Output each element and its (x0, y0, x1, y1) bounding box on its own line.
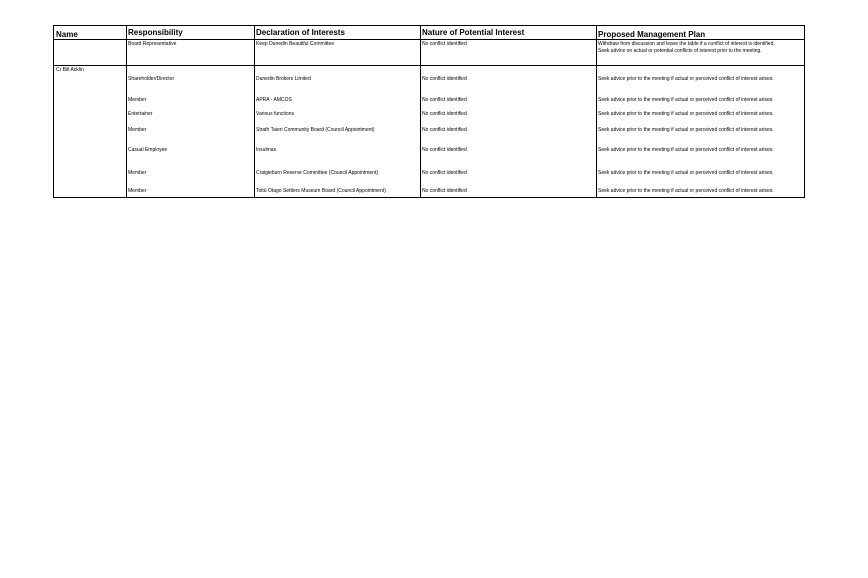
header-declaration: Declaration of Interests (256, 28, 345, 37)
row-plan: Seek advice prior to the meeting if actual or perceived conflict of interest arises. (598, 188, 774, 194)
first-row-nature: No conflict identified (422, 41, 467, 47)
row-declaration: Insulmax (256, 147, 277, 153)
header-plan: Proposed Management Plan (598, 30, 706, 39)
row-plan: Seek advice prior to the meeting if actual or perceived conflict of interest arises. (598, 111, 774, 117)
row-nature: No conflict identified (422, 170, 467, 176)
row-declaration: Various functions (256, 111, 294, 117)
row-responsibility: Member (128, 127, 147, 133)
row-nature: No conflict identified (422, 127, 467, 133)
row-declaration: Toitū Otago Settlers Museum Board (Council Appointment) (256, 188, 386, 194)
row-nature: No conflict identified (422, 188, 467, 194)
first-row-plan-line1: Withdraw from discussion and leave the table if a conflict of interest is identified. (598, 41, 775, 47)
row-declaration: APRA - AMCOS (256, 97, 292, 103)
row-plan: Seek advice prior to the meeting if actual or perceived conflict of interest arises. (598, 76, 774, 82)
row-responsibility: Member (128, 97, 147, 103)
column-divider (254, 26, 255, 197)
header-responsibility: Responsibility (128, 28, 183, 37)
column-divider (596, 26, 597, 197)
header-nature: Nature of Potential Interest (422, 28, 525, 37)
row-nature: No conflict identified (422, 97, 467, 103)
header-name: Name (56, 30, 78, 39)
first-row-responsibility: Board Representative (128, 41, 177, 47)
row-declaration: Craigieburn Reserve Committee (Council Appointment) (256, 170, 378, 176)
row-responsibility: Shareholder/Director (128, 76, 175, 82)
interests-register-table (53, 25, 805, 198)
row-plan: Seek advice prior to the meeting if actual or perceived conflict of interest arises. (598, 127, 774, 133)
row-declaration: Strath Taieri Community Board (Council Appointment) (256, 127, 375, 133)
section-divider (54, 65, 804, 66)
row-declaration: Dunedin Brokers Limited (256, 76, 311, 82)
row-plan: Seek advice prior to the meeting if actual or perceived conflict of interest arises. (598, 147, 774, 153)
first-row-plan-line2: Seek advice on actual or potential conflicts of interest prior to the meeting. (598, 48, 762, 54)
person-name: Cr Bill Acklin (56, 67, 84, 73)
row-responsibility: Entertainer (128, 111, 153, 117)
row-responsibility: Casual Employee (128, 147, 168, 153)
row-nature: No conflict identified (422, 111, 467, 117)
column-divider (420, 26, 421, 197)
column-divider (126, 26, 127, 197)
header-divider (54, 39, 804, 40)
row-responsibility: Member (128, 170, 147, 176)
row-plan: Seek advice prior to the meeting if actual or perceived conflict of interest arises. (598, 170, 774, 176)
row-plan: Seek advice prior to the meeting if actual or perceived conflict of interest arises. (598, 97, 774, 103)
first-row-declaration: Keep Dunedin Beautiful Committee (256, 41, 335, 47)
row-responsibility: Member (128, 188, 147, 194)
row-nature: No conflict identified (422, 76, 467, 82)
row-nature: No conflict identified (422, 147, 467, 153)
